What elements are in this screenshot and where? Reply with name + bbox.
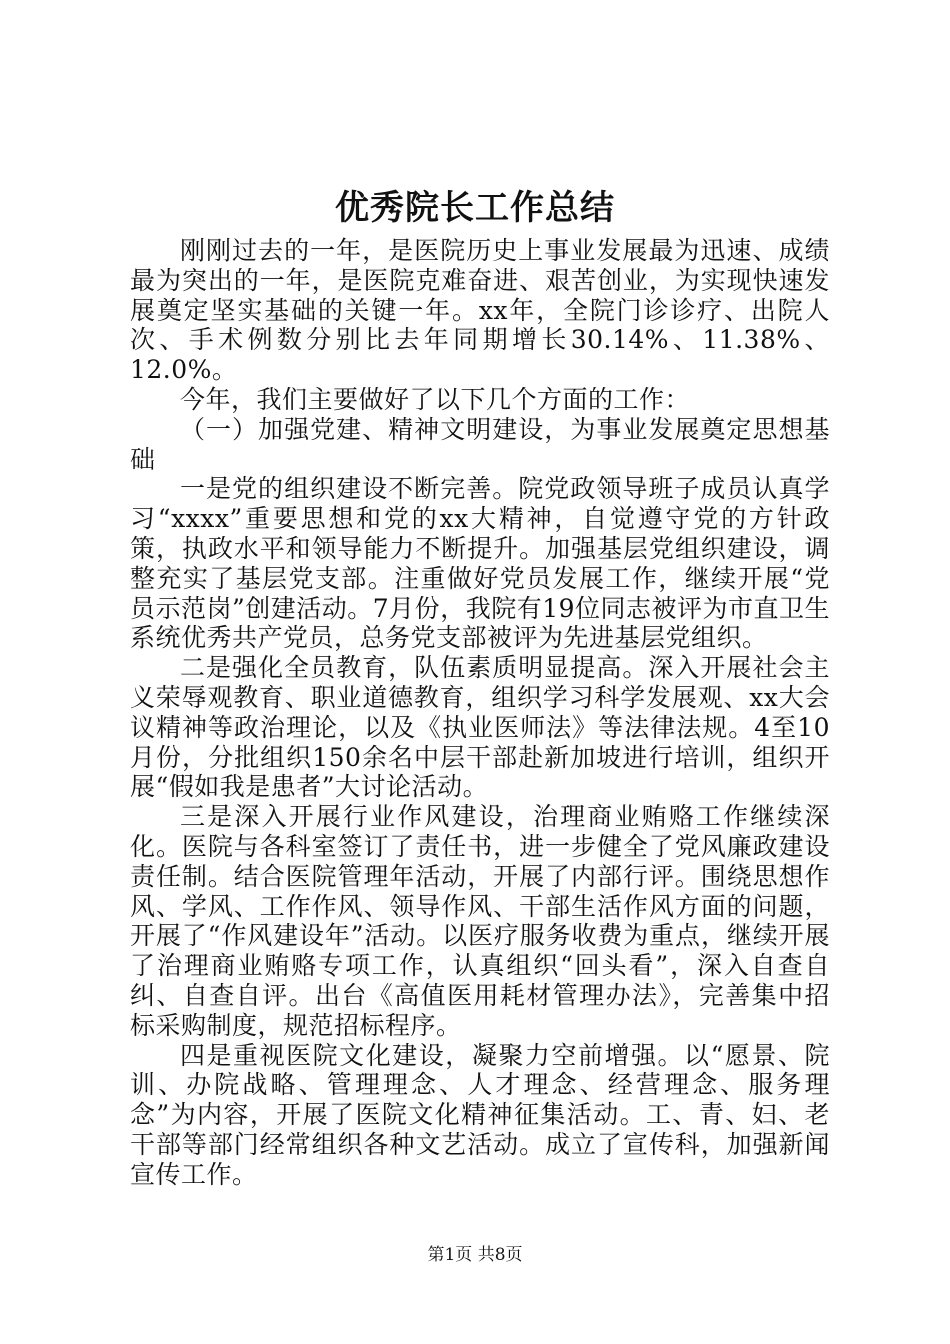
paragraph-staff-education: 二是强化全员教育，队伍素质明显提高。深入开展社会主义荣辱观教育、职业道德教育，组织学习科学发展观、xx大会议精神等政治理论，以及《执业医师法》等法律法规。4至10月份，分批组织150余名中层干部赴新加坡进行培训，组织开展“假如我是患者”大讨论活动。 [130,653,830,802]
document-title: 优秀院长工作总结 [335,188,615,228]
page-number-footer: 第1页 共8页 [427,1245,523,1265]
document-body [130,236,830,1190]
paragraph-overview: 今年，我们主要做好了以下几个方面的工作： [180,384,691,414]
paragraph-conduct-building: 三是深入开展行业作风建设，治理商业贿赂工作继续深化。医院与各科室签订了责任书，进一步健全了党风廉政建设责任制。结合医院管理年活动，开展了内部行评。围绕思想作风、学风、工作作风、领导作风、干部生活作风方面的问题，开展了“作风建设年”活动。以医疗服务收费为重点，继续开展了治理商业贿赂专项工作，认真组织“回头看”，深入自查自纠、自查自评。出台《高值医用耗材管理办法》，完善集中招标采购制度，规范招标程序。 [130,802,830,1040]
paragraph-party-organization: 一是党的组织建设不断完善。院党政领导班子成员认真学习“xxxx”重要思想和党的xx大精神，自觉遵守党的方针政策，执政水平和领导能力不断提升。加强基层党组织建设，调整充实了基层党支部。注重做好党员发展工作，继续开展“党员示范岗”创建活动。7月份，我院有19位同志被评为市直卫生系统优秀共产党员，总务党支部被评为先进基层党组织。 [130,474,831,653]
section-heading-1: （一）加强党建、精神文明建设，为事业发展奠定思想基础 [130,414,830,474]
paragraph-intro: 刚刚过去的一年，是医院历史上事业发展最为迅速、成绩最为突出的一年，是医院克难奋进、艰苦创业，为实现快速发展奠定坚实基础的关键一年。xx年，全院门诊诊疗、出院人次、手术例数分别比去年同期增长30.14%、11.38%、12.0%。 [130,236,830,385]
paragraph-hospital-culture: 四是重视医院文化建设，凝聚力空前增强。以“愿景、院训、办院战略、管理理念、人才理念、经营理念、服务理念”为内容，开展了医院文化精神征集活动。工、青、妇、老干部等部门经常组织各种文艺活动。成立了宣传科，加强新闻宣传工作。 [130,1040,830,1189]
